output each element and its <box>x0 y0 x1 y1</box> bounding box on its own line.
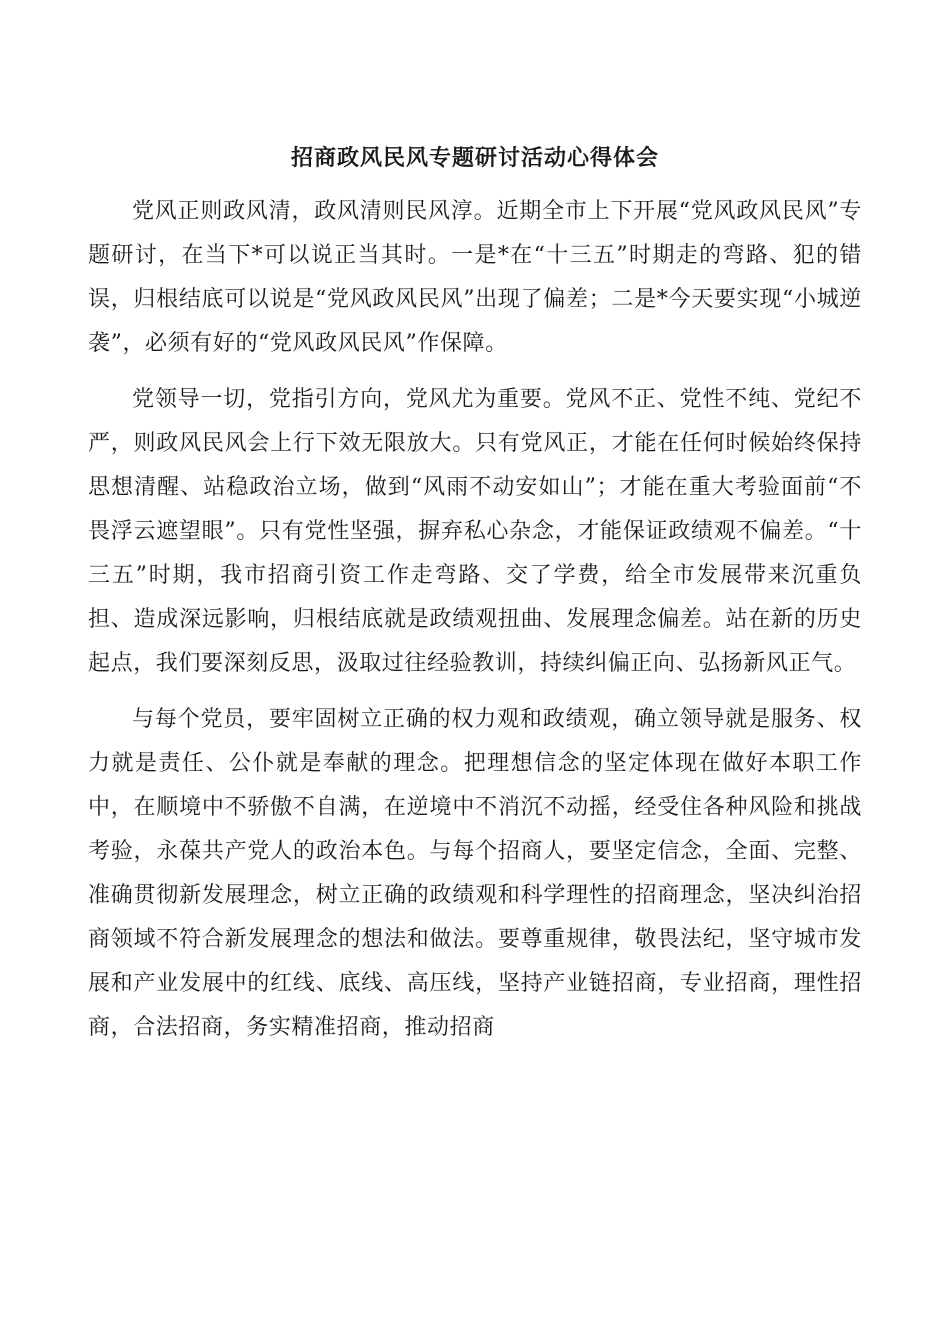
document-title: 招商政风民风专题研讨活动心得体会 <box>290 145 659 171</box>
paragraph-2: 党领导一切，党指引方向，党风尤为重要。党风不正、党性不纯、党纪不严，则政风民风会上行下效无限放大。只有党风正，才能在任何时候始终保持思想清醒、站稳政治立场，做到“风雨不动安如山”；才能在重大考验面前“不畏浮云遮望眼”。只有党性坚强，摒弃私心杂念，才能保证政绩观不偏差。“十三五”时期，我市招商引资工作走弯路、交了学费，给全市发展带来沉重负担、造成深远影响，归根结底就是政绩观扭曲、发展理念偏差。站在新的历史起点，我们要深刻反思，汲取过往经验教训，持续纠偏正向、弘扬新风正气。 <box>88 387 862 676</box>
document-body <box>88 190 862 1062</box>
paragraph-3: 与每个党员，要牢固树立正确的权力观和政绩观，确立领导就是服务、权力就是责任、公仆就是奉献的理念。把理想信念的坚定体现在做好本职工作中，在顺境中不骄傲不自满，在逆境中不消沉不动摇，经受住各种风险和挑战考验，永葆共产党人的政治本色。与每个招商人，要坚定信念，全面、完整、准确贯彻新发展理念，树立正确的政绩观和科学理性的招商理念，坚决纠治招商领域不符合新发展理念的想法和做法。要尊重规律，敬畏法纪，坚守城市发展和产业发展中的红线、底线、高压线，坚持产业链招商，专业招商，理性招商，合法招商，务实精准招商，推动招商 <box>88 707 862 1040</box>
paragraph-1: 党风正则政风清，政风清则民风淳。近期全市上下开展“党风政风民风”专题研讨，在当下*可以说正当其时。一是*在“十三五”时期走的弯路、犯的错误，归根结底可以说是“党风政风民风”出现了偏差；二是*今天要实现“小城逆袭”，必须有好的“党风政风民风”作保障。 <box>88 199 862 356</box>
